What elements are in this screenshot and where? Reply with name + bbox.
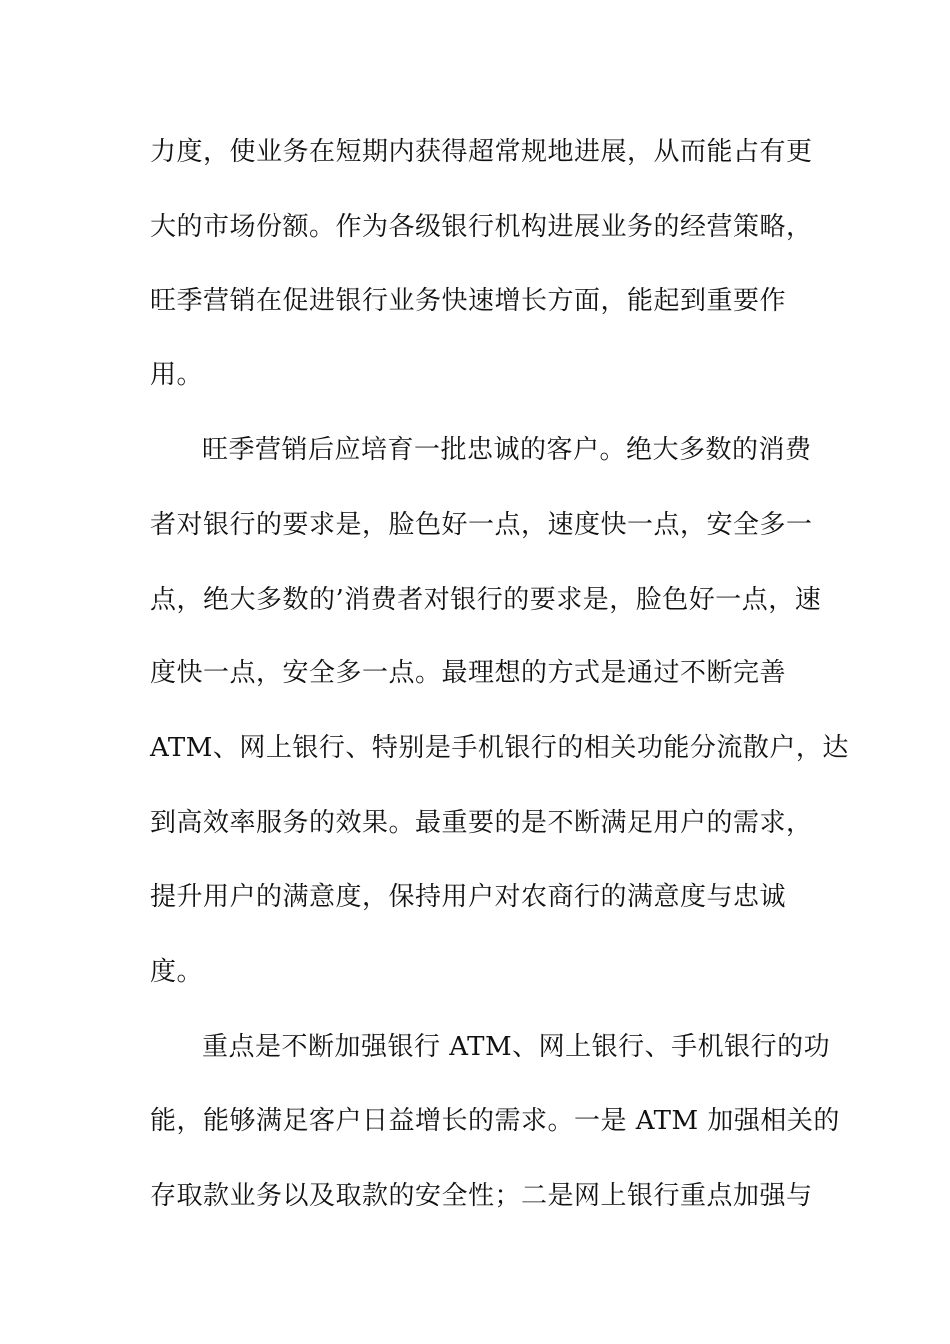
- text-line: 提升用户的满意度，保持用户对农商行的满意度与忠诚: [150, 882, 787, 912]
- text-line: 大的市场份额。作为各级银行机构进展业务的经营策略，: [150, 212, 813, 242]
- text-line: ATM、网上银行、特别是手机银行的相关功能分流散户，达: [150, 733, 849, 763]
- text-line: 者对银行的要求是，脸色好一点，速度快一点，安全多一: [150, 510, 813, 540]
- paragraph-first-line: 旺季营销后应培育一批忠诚的客户。绝大多数的消费: [202, 435, 812, 465]
- text-line: 旺季营销在促进银行业务快速增长方面，能起到重要作: [150, 286, 787, 316]
- text-line: 度。: [150, 957, 204, 987]
- text-line: 用。: [150, 360, 204, 390]
- text-line: 到高效率服务的效果。最重要的是不断满足用户的需求，: [150, 808, 813, 838]
- text-line: 点，绝大多数的’消费者对银行的要求是，脸色好一点，速: [150, 585, 822, 615]
- text-line: 度快一点，安全多一点。最理想的方式是通过不断完善: [150, 658, 787, 688]
- text-line: 力度，使业务在短期内获得超常规地进展，从而能占有更: [150, 137, 813, 167]
- paragraph-first-line: 重点是不断加强银行 ATM、网上银行、手机银行的功: [202, 1032, 831, 1062]
- text-line: 存取款业务以及取款的安全性；二是网上银行重点加强与: [150, 1181, 813, 1211]
- text-line: 能，能够满足客户日益增长的需求。一是 ATM 加强相关的: [150, 1106, 840, 1136]
